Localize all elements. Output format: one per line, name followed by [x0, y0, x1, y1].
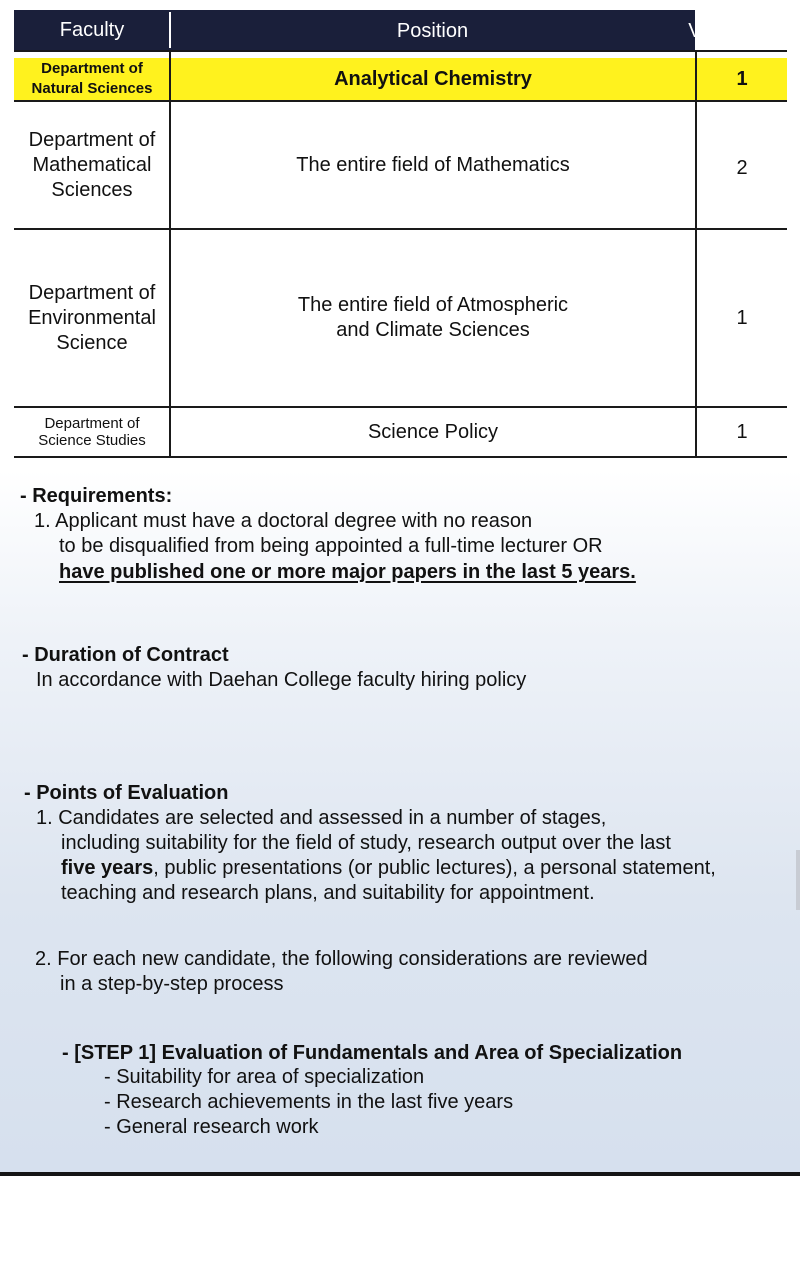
header-faculty: Faculty	[14, 10, 170, 50]
requirements-heading: - Requirements:	[20, 485, 173, 507]
row-1-faculty	[14, 58, 170, 100]
row-3-faculty-line-1: Department of	[28, 281, 156, 304]
row-3-position-line-1: The entire field of Atmospheric	[297, 294, 569, 316]
evaluation-item-2-line-1: 2. For each new candidate, the following considerations are reviewed	[35, 948, 648, 970]
table-column-rule	[695, 50, 697, 458]
row-3-faculty	[14, 230, 170, 406]
row-3-faculty-line-2: Environmental	[28, 306, 156, 329]
evaluation-item-1-line-2: including suitability for the field of study, research output over the last	[61, 832, 671, 854]
row-1-vacancies: 1	[697, 58, 787, 100]
evaluation-item-1-line-1: 1. Candidates are selected and assessed in a number of stages,	[36, 807, 607, 829]
evaluation-item-2-line-2: in a step-by-step process	[60, 973, 284, 995]
row-1-position: Analytical Chemistry	[171, 58, 695, 100]
header-divider	[169, 12, 171, 48]
page-edge-mark	[796, 850, 800, 910]
row-4-vacancies: 1	[736, 420, 748, 443]
row-4-faculty	[14, 408, 170, 456]
row-4-position: Science Policy	[367, 420, 499, 443]
requirements-item-1-line-2: to be disqualified from being appointed a full-time lecturer OR	[59, 535, 603, 557]
requirements-item-1-line-1: 1. Applicant must have a doctoral degree with no reason	[34, 510, 533, 532]
row-2-faculty-line-2: Mathematical	[32, 153, 152, 176]
row-2-vacancies: 2	[736, 156, 748, 179]
table-rule	[14, 228, 787, 230]
row-4-faculty-line-1: Department of	[44, 415, 140, 432]
row-2-faculty	[14, 102, 170, 228]
table-rule	[14, 456, 787, 458]
evaluation-item-1-line-3	[61, 856, 716, 881]
evaluation-item-1-line-4: teaching and research plans, and suitability for appointment.	[61, 882, 595, 904]
contract-heading: - Duration of Contract	[22, 644, 229, 666]
row-3-faculty-line-3: Science	[56, 331, 128, 354]
row-3-position-line-2: and Climate Sciences	[336, 319, 530, 341]
table-rule	[14, 406, 787, 408]
step-1-item: - General research work	[104, 1116, 319, 1138]
vacancies-table	[14, 10, 787, 458]
row-3-position	[171, 230, 695, 406]
header-position: Position	[170, 10, 695, 50]
row-2-position: The entire field of Mathematics	[296, 153, 570, 176]
row-4-faculty-line-2: Science Studies	[38, 432, 146, 449]
table-column-rule	[169, 50, 171, 458]
header-vacancies: Vacancies	[688, 20, 779, 42]
step-1-heading: - [STEP 1] Evaluation of Fundamentals and Area of Specialization	[62, 1042, 683, 1064]
step-1-item: - Suitability for area of specialization	[104, 1066, 425, 1088]
evaluation-five-years: five years	[61, 857, 154, 879]
requirements-item-1-line-3: have published one or more major papers in the last 5 years.	[59, 561, 636, 583]
table-rule	[14, 100, 787, 102]
row-1-faculty-line-1: Department of	[41, 60, 143, 77]
row-2-faculty-line-1: Department of	[28, 128, 156, 151]
evaluation-item-1-line-3-rest: , public presentations (or public lectures), a personal statement,	[153, 857, 716, 879]
row-2-faculty-line-3: Sciences	[51, 178, 133, 201]
table-rule	[14, 50, 787, 52]
evaluation-heading: - Points of Evaluation	[24, 782, 229, 804]
row-3-vacancies: 1	[736, 306, 748, 329]
row-1-faculty-line-2: Natural Sciences	[31, 80, 153, 97]
contract-text: In accordance with Daehan College faculty hiring policy	[36, 669, 527, 691]
step-1-item: - Research achievements in the last five years	[104, 1091, 514, 1113]
